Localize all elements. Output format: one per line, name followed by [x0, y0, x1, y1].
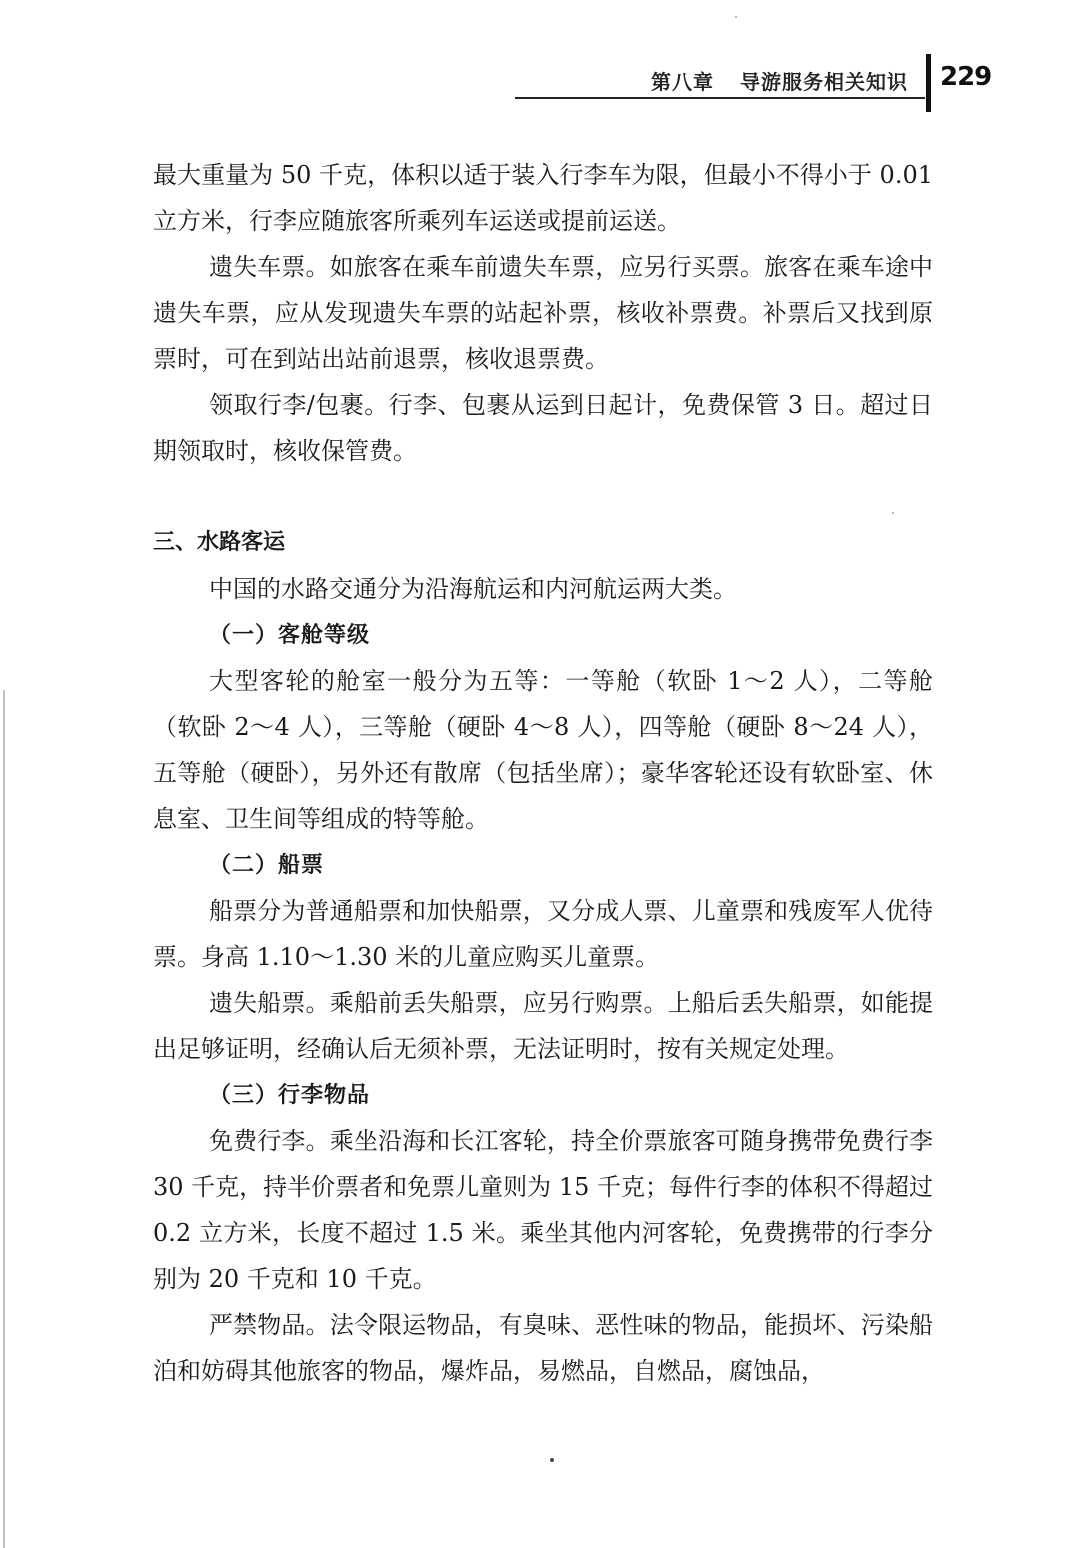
- paragraph: 领取行李/包裹。行李、包裹从运到日起计，免费保管 3 日。超过日期领取时，核收保管费。: [153, 391, 933, 465]
- scan-edge-line: [3, 690, 5, 1548]
- paragraph: 最大重量为 50 千克，体积以适于装入行李车为限，但最小不得小于 0.01 立方米，行李应随旅客所乘列车运送或提前运送。: [153, 161, 933, 235]
- section-heading: 三、水路客运: [153, 530, 286, 555]
- scan-speck: [550, 1458, 554, 1462]
- page-body: [153, 152, 933, 1394]
- header-rule: [515, 97, 925, 99]
- chapter-title: 导游服务相关知识: [740, 70, 908, 94]
- scan-speck: [892, 512, 894, 514]
- subheading: （二）船票: [209, 852, 325, 878]
- paragraph: 遗失船票。乘船前丢失船票，应另行购票。上船后丢失船票，如能提出足够证明，经确认后无须补票，无法证明时，按有关规定处理。: [153, 989, 933, 1063]
- paragraph: 中国的水路交通分为沿海航运和内河航运两大类。: [209, 575, 737, 603]
- paragraph: 严禁物品。法令限运物品，有臭味、恶性味的物品，能损坏、污染船泊和妨碍其他旅客的物品，爆炸品，易燃品，自燃品，腐蚀品，: [153, 1311, 933, 1385]
- section-spacer: [153, 474, 933, 520]
- paragraph: 遗失车票。如旅客在乘车前遗失车票，应另行买票。旅客在乘车途中遗失车票，应从发现遗失车票的站起补票，核收补票费。补票后又找到原票时，可在到站出站前退票，核收退票费。: [153, 253, 933, 373]
- subheading: （三）行李物品: [209, 1082, 371, 1108]
- paragraph: 免费行李。乘坐沿海和长江客轮，持全价票旅客可随身携带免费行李 30 千克，持半价票者和免票儿童则为 15 千克；每件行李的体积不得超过 0.2 立方米，长度不超过 1.5 米。乘坐其他内河客轮，免费携带的行李分别为 20 千克和 10 千克。: [153, 1127, 933, 1293]
- subheading: （一）客舱等级: [209, 622, 371, 648]
- running-header: [651, 66, 908, 95]
- header-divider-bar: [926, 54, 931, 112]
- paragraph: 船票分为普通船票和加快船票，又分成人票、儿童票和残废军人优待票。身高 1.10～1.30 米的儿童应购买儿童票。: [153, 897, 933, 971]
- paragraph: 大型客轮的舱室一般分为五等：一等舱（软卧 1～2 人），二等舱（软卧 2～4 人），三等舱（硬卧 4～8 人），四等舱（硬卧 8～24 人），五等舱（硬卧），另外还有散席（包括坐席）；豪华客轮还设有软卧室、休息室、卫生间等组成的特等舱。: [153, 667, 933, 833]
- scan-speck: [735, 16, 737, 18]
- chapter-label: 第八章: [651, 70, 714, 94]
- page-number: 229: [940, 62, 992, 92]
